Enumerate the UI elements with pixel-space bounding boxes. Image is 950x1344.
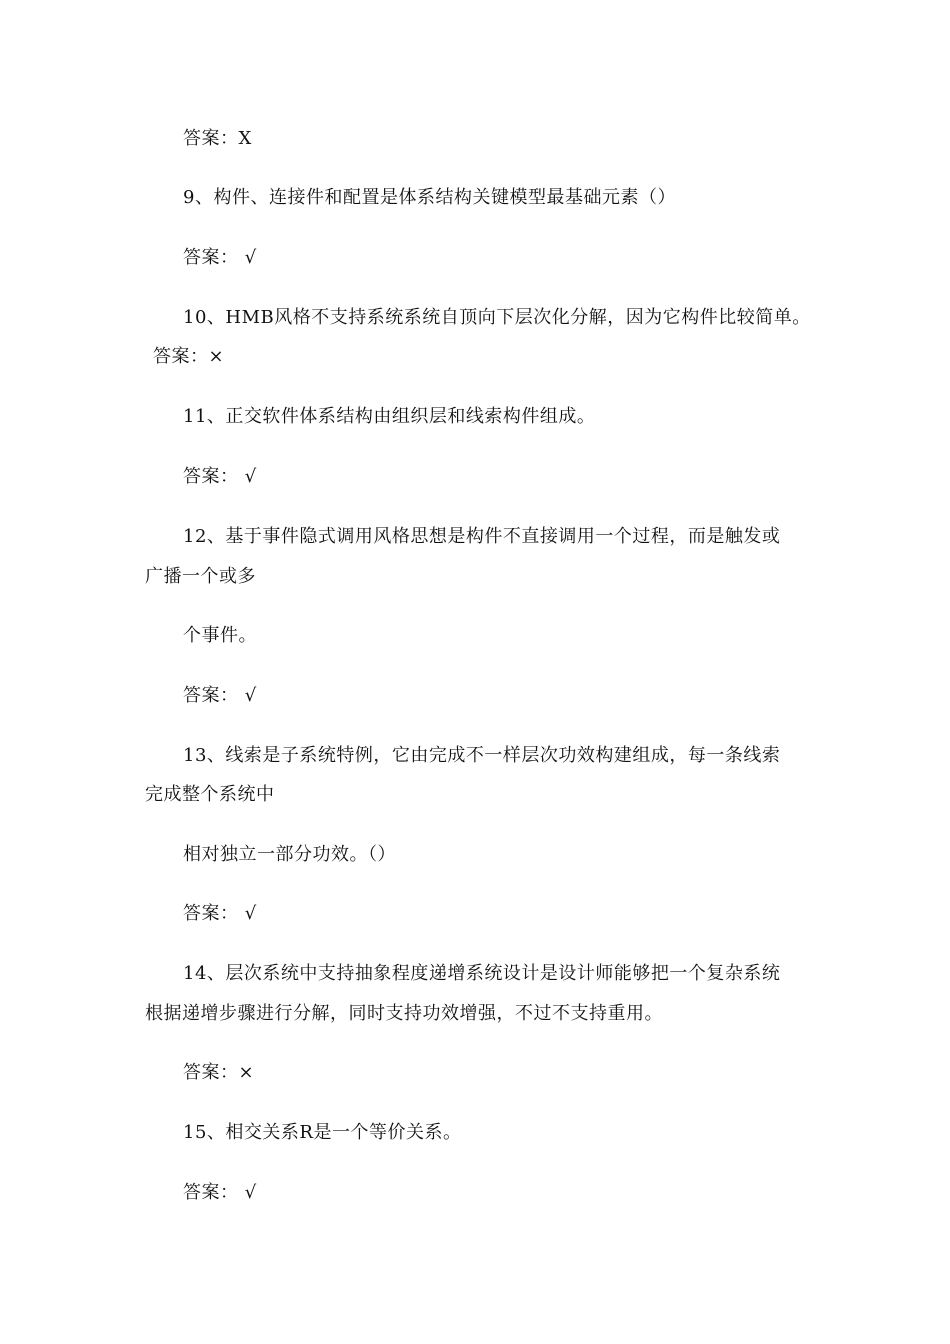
answer-12: 答案： √ bbox=[183, 685, 257, 706]
question-12-line-1: 12、基于事件隐式调用风格思想是构件不直接调用一个过程，而是触发或 bbox=[183, 526, 781, 547]
answer-14: 答案：× bbox=[183, 1062, 255, 1083]
question-14-line-1: 14、层次系统中支持抽象程度递增系统设计是设计师能够把一个复杂系统 bbox=[183, 963, 781, 984]
question-10: 10、HMB风格不支持系统系统自顶向下层次化分解，因为它构件比较简单。 bbox=[183, 307, 811, 328]
question-13-line-3: 相对独立一部分功效。（） bbox=[183, 844, 396, 865]
answer-11: 答案： √ bbox=[183, 466, 257, 487]
question-9: 9、构件、连接件和配置是体系结构关键模型最基础元素（） bbox=[183, 187, 676, 208]
answer-8: 答案：X bbox=[183, 128, 252, 149]
answer-15: 答案： √ bbox=[183, 1182, 257, 1203]
question-13-line-1: 13、线索是子系统特例，它由完成不一样层次功效构建组成，每一条线索 bbox=[183, 745, 781, 766]
answer-13: 答案： √ bbox=[183, 903, 257, 924]
question-13-line-2: 完成整个系统中 bbox=[145, 784, 275, 805]
answer-10: 答案：× bbox=[153, 346, 225, 367]
question-12-line-2: 广播一个或多 bbox=[145, 566, 256, 587]
answer-9: 答案： √ bbox=[183, 247, 257, 268]
question-15: 15、相交关系R是一个等价关系。 bbox=[183, 1122, 462, 1143]
question-14-line-2: 根据递增步骤进行分解，同时支持功效增强，不过不支持重用。 bbox=[145, 1003, 663, 1024]
question-11: 11、正交软件体系结构由组织层和线索构件组成。 bbox=[183, 406, 596, 427]
question-12-line-3: 个事件。 bbox=[183, 625, 257, 646]
